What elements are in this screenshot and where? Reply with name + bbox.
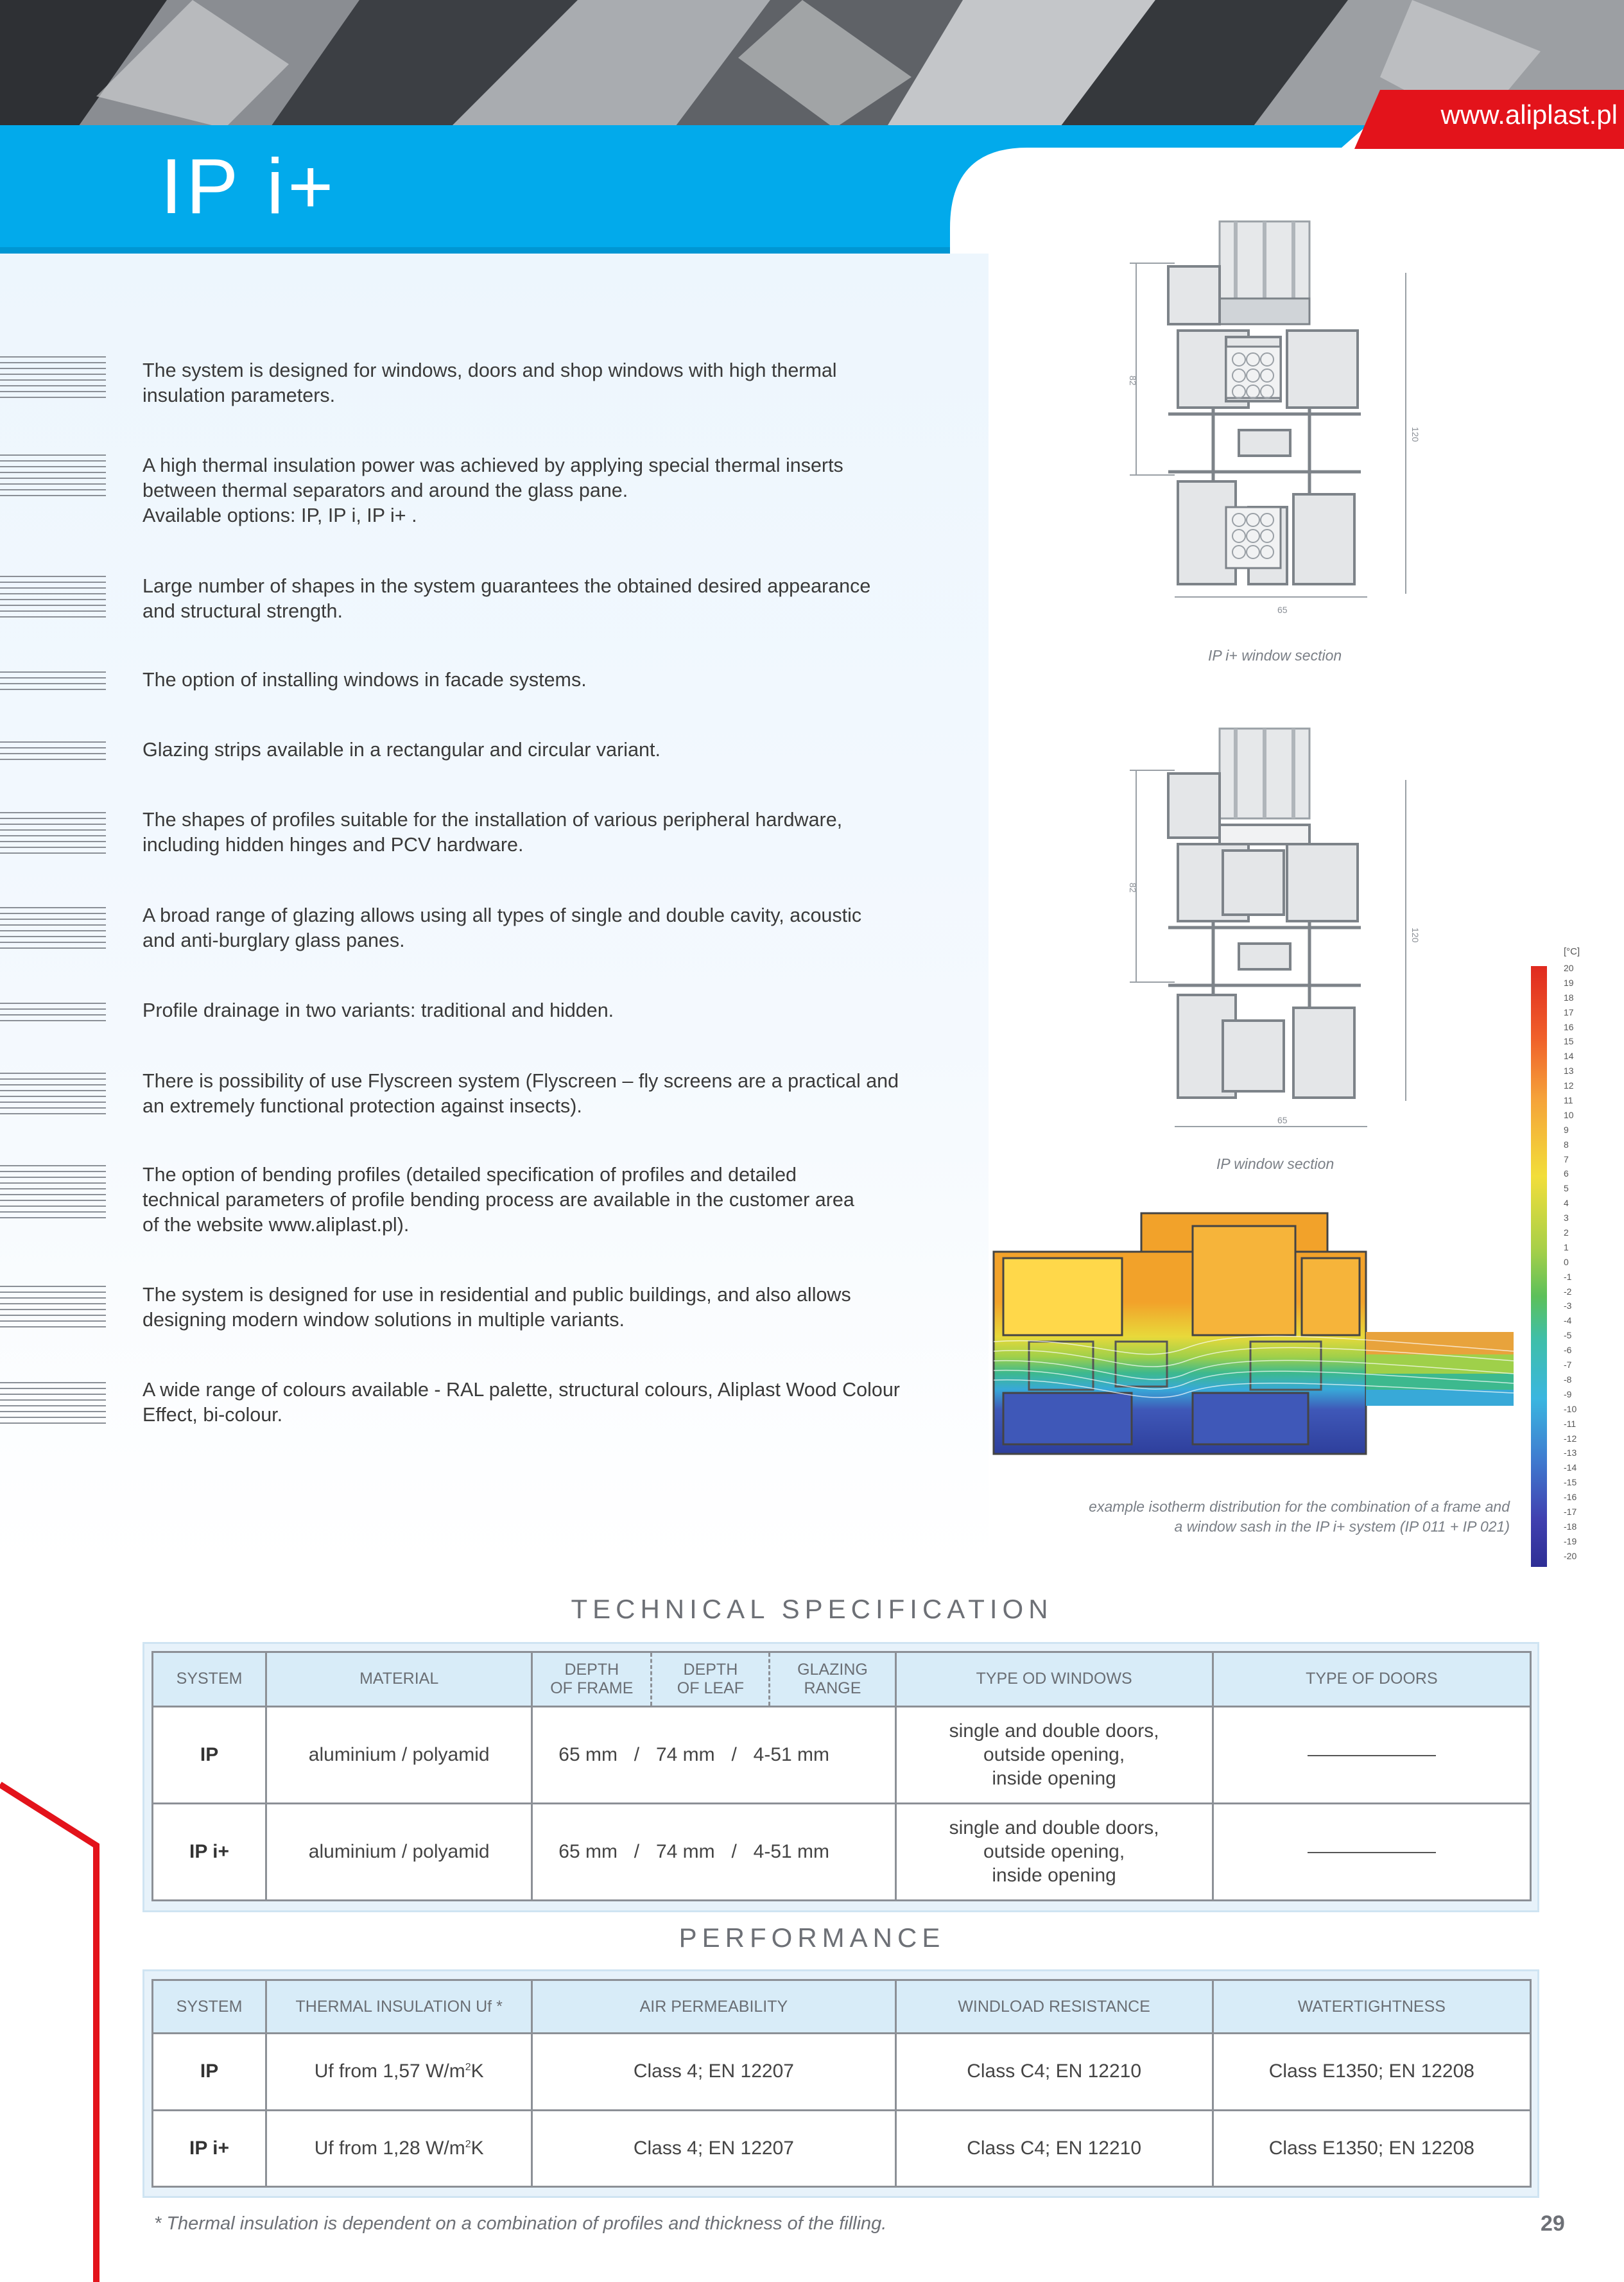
scale-label: 10 [1564,1109,1574,1120]
scale-label: -9 [1564,1388,1572,1399]
dim-82: 82 [1128,376,1138,386]
scale-label: 19 [1564,977,1574,988]
temperature-scale-labels [1564,961,1602,1564]
scale-label: 2 [1564,1227,1569,1238]
scale-label: -8 [1564,1374,1572,1385]
ip-iplus-window-section-drawing [1117,215,1421,615]
scale-label: -16 [1564,1492,1577,1503]
feature-paragraph: There is possibility of use Flyscreen system (Flyscreen – fly screens are a practical and an extremely functional protection against insects). [143,1070,899,1117]
feature-paragraph: The shapes of profiles suitable for the installation of various peripheral hardware, including hidden hinges and PCV hardware. [143,809,843,856]
page-title: IP i+ [160,143,338,230]
col-system: SYSTEM [153,1980,266,2034]
decorative-lines [0,1073,106,1119]
col-window-types: TYPE OD WINDOWS [895,1652,1213,1707]
scale-label: -17 [1564,1506,1577,1517]
feature-paragraph: The option of installing windows in facade systems. [143,669,587,691]
tech-spec-table [151,1651,1532,1901]
table-row: IP Uf from 1,57 $W/m^2K$ Class 4; EN 12207 Class C4; EN 12210 Class E1350; EN 12208 [153,2034,1531,2110]
feature-paragraph: A broad range of glazing allows using all types of single and double cavity, acoustic and anti-burglary glass panes. [143,904,862,951]
decorative-lines [0,1003,106,1026]
feature-paragraph: A high thermal insulation power was achieved by applying special thermal inserts between thermal separators and around the glass pane. Available options: IP, IP i, IP i+ . [143,454,843,526]
decorative-lines [0,454,106,501]
tech-spec-title: TECHNICAL SPECIFICATION [571,1594,1053,1624]
dim-82: 82 [1128,883,1138,893]
dim-65: 65 [1277,605,1288,615]
ip-section-caption: IP window section [1216,1155,1335,1172]
decorative-lines [0,1382,106,1428]
ip-window-section-drawing [1117,722,1421,1133]
col-air: AIR PERMEABILITY [532,1980,895,2034]
scale-unit: [°C] [1564,946,1580,957]
scale-label: 1 [1564,1241,1569,1252]
dim-120: 120 [1410,928,1421,943]
scale-label: -20 [1564,1550,1577,1561]
temperature-scale-bar [1531,966,1547,1567]
table-row: IP i+ aluminium / polyamid 65 mm / 74 mm / 4-51 mm single and double doors, outside opening, inside opening [153,1803,1531,1900]
scale-label: 14 [1564,1051,1574,1062]
col-wind: WINDLOAD RESISTANCE [895,1980,1213,2034]
page-number: 29 [1541,2211,1565,2236]
dim-120: 120 [1410,427,1421,442]
scale-label: 11 [1564,1095,1573,1106]
decorative-lines [0,356,106,402]
scale-label: 16 [1564,1021,1574,1032]
red-accent-line [0,1765,109,2282]
footnote: * Thermal insulation is dependent on a combination of profiles and thickness of the filling. [154,2213,887,2234]
col-glazing-range: GLAZING RANGE [770,1652,895,1707]
table-row: IP aluminium / polyamid 65 mm / 74 mm / 4-51 mm single and double doors, outside opening, inside opening [153,1706,1531,1803]
performance-title: PERFORMANCE [678,1923,946,1953]
isotherm-distribution-image [994,1213,1514,1457]
scale-label: -4 [1564,1315,1572,1326]
feature-paragraph: The option of bending profiles (detailed specification of profiles and detailed technical parameters of profile bending process are available in the customer area of the website www.aliplast.pl). [143,1164,854,1236]
empty-value-dash [1308,1755,1436,1756]
scale-label: -12 [1564,1433,1577,1444]
col-depth-leaf: DEPTH OF LEAF [652,1652,770,1707]
scale-label: -14 [1564,1462,1577,1473]
scale-label: -2 [1564,1286,1572,1297]
scale-label: -13 [1564,1448,1577,1458]
feature-paragraph: A wide range of colours available - RAL palette, structural colours, Aliplast Wood Colour Effect, bi-colour. [143,1379,900,1426]
col-water: WATERTIGHTNESS [1213,1980,1530,2034]
feature-paragraph: Large number of shapes in the system guarantees the obtained desired appearance and structural strength. [143,575,871,622]
scale-label: 17 [1564,1007,1574,1017]
feature-paragraph: Profile drainage in two variants: traditional and hidden. [143,999,614,1021]
decorative-lines [0,1286,106,1332]
scale-label: -10 [1564,1403,1577,1414]
scale-label: 18 [1564,992,1574,1003]
scale-label: 3 [1564,1213,1569,1223]
scale-label: 6 [1564,1168,1569,1179]
scale-label: 5 [1564,1183,1569,1194]
table-row: IP i+ Uf from 1,28 $W/m^2K$ Class 4; EN 12207 Class C4; EN 12210 Class E1350; EN 12208 [153,2110,1531,2187]
scale-label: -3 [1564,1301,1572,1311]
decorative-lines [0,907,106,953]
decorative-lines [0,671,106,695]
col-system: SYSTEM [153,1652,266,1707]
scale-label: 7 [1564,1154,1569,1164]
ip-iplus-section-caption: IP i+ window section [1208,647,1342,664]
scale-label: 9 [1564,1124,1569,1135]
decorative-lines [0,1165,106,1223]
decorative-lines [0,741,106,765]
scale-label: 13 [1564,1066,1574,1076]
decorative-lines [0,812,106,858]
col-thermal: THERMAL INSULATION Uf * [266,1980,532,2034]
empty-value-dash [1308,1852,1436,1853]
feature-paragraph: The system is designed for use in residential and public buildings, and also allows designing modern window solutions in multiple variants. [143,1284,851,1331]
scale-label: -5 [1564,1330,1572,1341]
scale-label: -6 [1564,1345,1572,1356]
scale-label: 4 [1564,1198,1569,1209]
isotherm-caption: example isotherm distribution for the combination of a frame and a window sash in the IP i+ system (IP 011 + IP 021) [1089,1498,1510,1535]
scale-label: -11 [1564,1418,1576,1429]
scale-label: 20 [1564,963,1574,973]
scale-label: -18 [1564,1521,1577,1532]
decorative-lines [0,576,106,622]
dim-65: 65 [1277,1115,1288,1125]
feature-paragraph: Glazing strips available in a rectangular and circular variant. [143,739,661,761]
col-door-types: TYPE OF DOORS [1213,1652,1530,1707]
col-depth-frame: DEPTH OF FRAME [532,1652,652,1707]
scale-label: 12 [1564,1080,1574,1091]
website-url[interactable]: www.aliplast.pl [1440,99,1618,130]
scale-label: 15 [1564,1036,1574,1047]
scale-label: 0 [1564,1256,1569,1267]
scale-label: -19 [1564,1535,1577,1546]
feature-paragraph: The system is designed for windows, doors and shop windows with high thermal insulation parameters. [143,359,837,406]
col-material: MATERIAL [266,1652,532,1707]
scale-label: 8 [1564,1139,1569,1150]
scale-label: -1 [1564,1271,1572,1282]
scale-label: -7 [1564,1360,1572,1370]
performance-table [151,1979,1532,2188]
scale-label: -15 [1564,1477,1577,1488]
